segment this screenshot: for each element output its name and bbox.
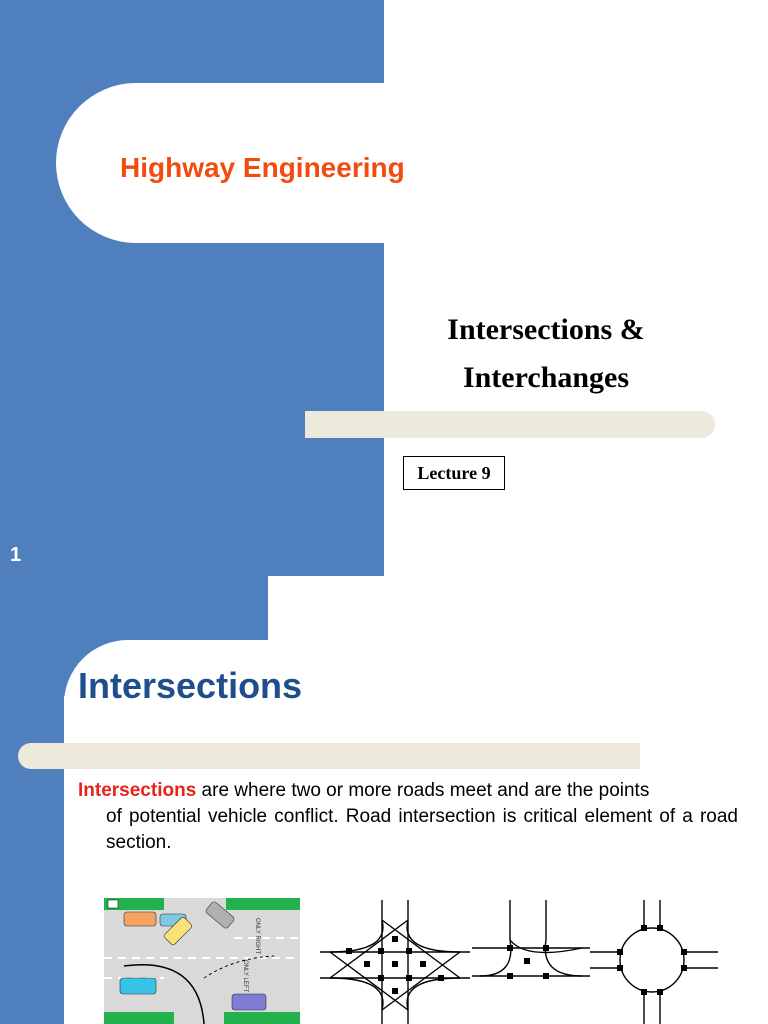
- heading-line-1: Intersections &: [447, 313, 645, 346]
- lecture-heading: [400, 306, 692, 402]
- slide-title-text: Intersections: [78, 665, 303, 706]
- paragraph-first: are where two or more roads meet and are the points: [201, 780, 650, 801]
- conflict-points-diagram: [320, 900, 740, 1024]
- sign-only-right: ONLY RIGHT: [254, 918, 260, 955]
- sign-only-left: ONLY LEFT: [242, 960, 248, 993]
- definition-paragraph: [78, 778, 738, 856]
- lead-term: Intersections: [78, 780, 197, 801]
- accent-bar: [18, 743, 640, 769]
- paragraph-rest: of potential vehicle conflict. Road intersection is critical element of a road section.: [106, 806, 738, 853]
- slide-number: 1: [10, 544, 22, 566]
- course-title: Highway Engineering: [120, 152, 405, 183]
- lecture-number-box: Lecture 9: [403, 456, 505, 490]
- intersection-illustration: [104, 898, 300, 1024]
- slide-intersections: [0, 576, 768, 1024]
- heading-line-2: Interchanges: [462, 361, 630, 394]
- accent-bar: [305, 411, 715, 438]
- blue-left-panel: [0, 576, 64, 1024]
